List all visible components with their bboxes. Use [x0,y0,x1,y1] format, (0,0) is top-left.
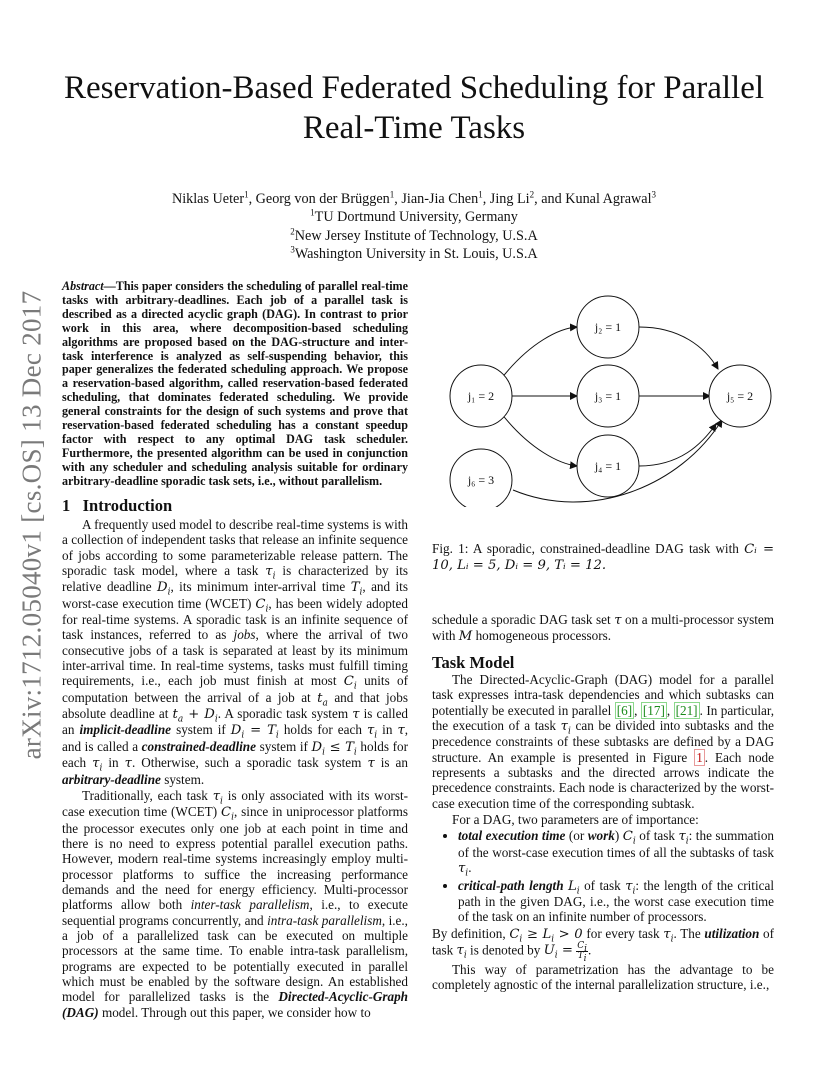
author-name: Kunal Agrawal [565,191,652,207]
list-item: • total execution time (or work) $C_i$ of task $\tau_i$: the summation of the worst-case execution times of all the subtasks of task $\tau_i$. [458,828,774,876]
author-block [60,190,768,263]
node-label-j1: j₁ = 2 [467,389,495,403]
right-column-body [432,612,774,994]
parametrization-paragraph: This way of parametrization has the advantage to be completely agnostic of the internal parallelization structure, i.e., [432,961,774,993]
node-label-j6: j₆ = 3 [467,473,495,487]
abstract [62,280,408,489]
intro-paragraph-1: A frequently used model to describe real-time systems is with a collection of independent tasks that release an infinite sequence of jobs according to some parameterizable release pattern. The sporadic task model, where a task $\tau_i$ is characterized by its relative deadline $D_i$, its minimum inter-arrival time $T_i$, and its worst-case execution time (WCET) $C_i$, has been widely adopted for real-time systems. A sporadic task is an infinite sequence of task instances, referred to as jobs, where the arrival of two consecutive jobs of a task is separated at least by its minimum inter-arrival time. In real-time systems, tasks must fulfill timing requirements, i.e., each job must finish at most $C_i$ units of computation between the arrival of a job at $t_a$ and that jobs absolute deadline at $t_a + D_i$. A sporadic task system τ is called an implicit-deadline system if $D_i = T_i$ holds for each $\tau_i$ in τ, and is called a constrained-deadline system if $D_i \le T_i$ holds for each $\tau_i$ in τ. Otherwise, such a sporadic task system τ is an arbitrary-deadline system. [62,517,409,787]
author-affiliation-mark: 1 [244,189,249,200]
author-name: Jian-Jia Chen [401,191,479,207]
author-name: Georg von der Brüggen [255,191,390,207]
list-item: • critical-path length $L_i$ of task $\tau_i$: the length of the critical path in the given DAG, i.e., the worst case execution time of the task on an infinite number of processors. [458,878,774,925]
paper-title [40,68,788,148]
citation-link[interactable]: [21] [675,702,698,718]
node-label-j3: j₃ = 1 [594,389,622,403]
abstract-label: Abstract [62,279,104,293]
author-affiliation-mark: 3 [651,189,657,200]
intro-paragraph-2: Traditionally, each task $\tau_i$ is only associated with its worst-case execution time (WCET) $C_i$, since in uniprocessor platforms the processor executes only one job at each point in time and there is no need to express potential parallel execution paths. However, modern real-time systems increasingly employ multi-processor platforms to suffice the increasing performance demands and the need for energy efficiency. Multi-processor platforms allow both inter-task parallelism, i.e., to execute sequential programs concurrently, and intra-task parallelism, i.e., a job of a parallelized task can be executed on multiple processors at the same time. To enable intra-task parallelism, programs are expected to be potentially executed in parallel which must be enabled by the software design. An established model for parallelized tasks is the Directed-Acyclic-Graph (DAG) model. Through out this paper, we consider how to [62,787,409,1020]
title-line-2: Real-Time Tasks [302,110,526,146]
importance-paragraph: For a DAG, two parameters are of importance: [452,812,699,828]
arxiv-id-text: arXiv:1712.05040v1 [cs.OS] 13 Dec 2017 [16,290,47,760]
figure-caption: Fig. 1: A sporadic, constrained-deadline DAG task with Cᵢ = 10, Lᵢ = 5, Dᵢ = 9, Tᵢ = 12. [432,541,775,574]
author-affiliation-mark: 2 [529,189,535,200]
edge-j1-j2 [501,327,577,379]
author-affiliation-mark: 1 [478,189,483,200]
abstract-text: —This paper considers the scheduling of parallel real-time tasks with arbitrary-deadlines. Each job of a parallel task is described as a directed acyclic graph (DAG). In contrast to prior work in this area, where decomposition-based scheduling algorithms are proposed based on the DAG-structure and inter-task interference is analyzed as self-suspending behavior, this paper generalizes the federated scheduling approach. We propose a reservation-based algorithm, called reservation-based federated scheduling, that dominates federated scheduling. We provide general constraints for the design of such systems and prove that reservation-based federated scheduling has a constant speedup factor with respect to any optimal DAG task scheduler. Furthermore, the presented algorithm can be used in conjunction with any scheduler and scheduling analysis suitable for ordinary arbitrary-deadline sporadic task sets, i.e., without parallelism. [62,279,408,488]
affiliation-3: $^3$Washington University in St. Louis, U.S.A [290,244,538,262]
node-label-j5: j₅ = 2 [726,389,754,403]
author-name: Jing Li [489,191,530,207]
and-word: and [541,191,562,207]
parameter-list [432,828,774,924]
citation-link[interactable]: [6] [616,702,633,718]
edge-j4-j5 [639,424,716,466]
author-names: Niklas Ueter$^1$, Georg von der Brüggen$^1$, Jian-Jia Chen$^1$, Jing Li$^2$, and Kunal Agrawal$^3$ [171,189,657,207]
edge-j2-j5 [639,327,718,369]
arxiv-identifier [10,285,54,765]
section-heading-task-model: Task Model [432,652,515,672]
node-label-j2: j₂ = 1 [594,320,622,334]
dag-figure [440,282,784,507]
author-name: Niklas Ueter [171,191,245,207]
title-line-1: Reservation-Based Federated Scheduling for Parallel [63,70,765,106]
node-label-j4: j₄ = 1 [594,459,622,473]
section-heading-introduction: 1 Introduction [62,496,173,515]
definition-paragraph: By definition, $C_i \ge L_i > 0$ for every task $\tau_i$. The utilization of task $\tau_i$ is denoted by $U_i$ = $\frac{C_i}{T_i}$ . [432,925,775,964]
edge-j1-j4 [501,413,577,466]
continuation-paragraph: schedule a sporadic DAG task set τ on a multi-processor system with M homogeneous processors. [432,612,774,645]
affiliation-1: $^1$TU Dortmund University, Germany [310,207,518,226]
figure-reference-link[interactable]: 1 [696,749,703,765]
author-affiliation-mark: 1 [389,189,395,200]
task-model-paragraph: The Directed-Acyclic-Graph (DAG) model for a parallel task expresses intra-task dependencies and which subtasks can potentially be executed in parallel [6] , [17] , [21] . In particular, the execution of a task $\tau_i$ can be divided into subtasks and the precedence constraints of these subtasks are defined by a DAG structure. An example is presented in Figure 1 . Each node represents a subtasks and the directed arrows indicate the precedence constraints. Each node is characterized by the worst-case execution time of the corresponding subtask. [432,672,775,811]
affiliation-2: $^2$New Jersey Institute of Technology, U.S.A [290,225,538,244]
introduction-body [62,517,408,1021]
citation-link[interactable]: [17] [642,702,665,718]
